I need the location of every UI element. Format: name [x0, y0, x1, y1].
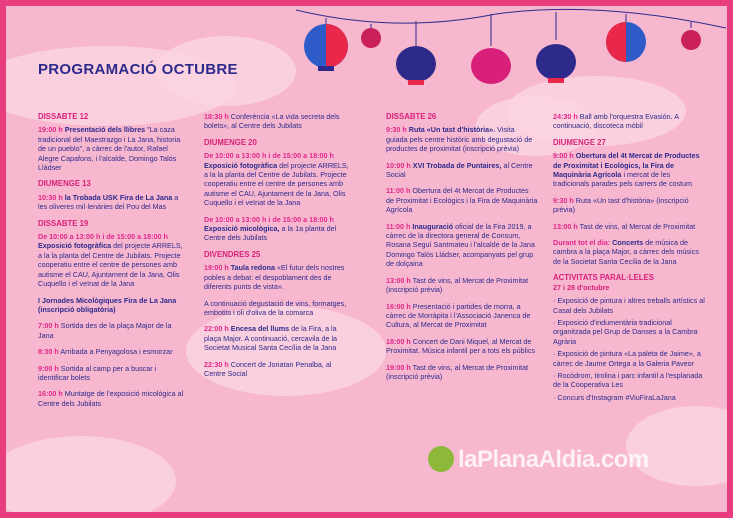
event: 9:00 h Sortida al camp per a buscar i identificar bolets	[38, 363, 157, 382]
column-1	[38, 112, 188, 415]
day-heading: DISSABTE 12	[38, 112, 89, 121]
lantern-icon	[471, 48, 511, 84]
watermark-logo-icon	[428, 446, 454, 472]
lantern-icon	[681, 30, 701, 50]
lanterns-illustration	[296, 6, 726, 96]
lantern-icon	[536, 44, 576, 80]
event: De 10:00 a 13:00 h i de 15:00 a 18:00 h Exposició fotogràfica del projecte ARRELS, a la la planta del Centre de Jubilats. Projecte cooperatiu entre el centre de persones amb autisme el CAU, Ajuntament de la Jana, Olis Cuquello i el veïnat de la Jana	[204, 151, 349, 208]
watermark: laPlanaAldia.com	[458, 446, 649, 473]
day-heading: DIVENDRES 25	[204, 249, 261, 259]
event: De 10:00 a 13:00 h i de 15:00 a 18:00 h Exposició micològica, a la 1a planta del Centre dels Jubilats	[204, 214, 337, 243]
day-heading: DIUMENGE 20	[204, 137, 257, 147]
day-heading: DISSABTE 19	[38, 218, 89, 228]
activity-item: · Concurs d'Instagram #ViuFiraLaJana	[553, 392, 676, 402]
event: 19:00 h Tast de vins, al Mercat de Proximitat (inscripció prèvia)	[386, 362, 529, 381]
activity-item: · Rocòdrom, tirolina i parc infantil a l'esplanada de la Cooperativa Les	[553, 370, 703, 390]
event: 13:00 h Tast de vins, al Mercat de Proximitat (inscripció prèvia)	[386, 275, 529, 295]
event: 9:30 h Ruta «Un tast d'història» (inscripció prèvia)	[553, 195, 689, 215]
event: Durant tot el dia: Concerts de música de cambra a la plaça Major, a càrrec dels músics de la Societat Santa Cecília de la Jana	[553, 238, 699, 266]
day-heading: DIUMENGE 27	[553, 137, 606, 147]
event: 16:00 h Muntatge de l'exposició micològica al Centre dels Jubilats	[38, 389, 184, 408]
column-2	[204, 112, 354, 385]
event: 10:30 h la Trobada USK Fira de La Jana a les oliveres mil·lenàries del Pou del Mas	[38, 192, 179, 212]
event: 9:00 h Obertura del 4t Mercat de Productes de Proximitat i Ecològics, la Fira de Maquinària Agrícola i mercat de les tradicionals parades pels carrers de costum	[553, 151, 700, 189]
section-heading: ACTIVITATS PARAL·LELES	[553, 273, 654, 283]
event: 16:00 h Presentació i partides de morra, a càrrec de Morràpita i l'Associació Janenca de Cultura, al Mercat de Proximitat	[386, 301, 531, 330]
event: 24:30 h Ball amb l'orquestra Evasión. A continuació, discoteca mòbil	[553, 112, 679, 131]
activity-item: · Exposició d'indumentària tradicional organitzada pel Grup de Danses a la Cambra Agrària	[553, 317, 698, 346]
cloud-shape	[6, 436, 176, 512]
event: 22:00 h Encesa del llums de la Fira, a la plaça Major. A continuació, cercavila de la Societat Musical Santa Cecília de la Jana	[204, 324, 338, 353]
event: 7:00 h Sortida des de la plaça Major de la Jana	[38, 321, 172, 340]
day-heading: DIUMENGE 13	[38, 179, 91, 189]
event: 19:00 h Taula redona «El futur dels nostres pobles a debat: el despoblament des de diferents punts de vista».	[204, 263, 345, 292]
event: 18:00 h Concert de Dani Miquel, al Mercat de Proximitat. Música infantil per a tots els públics	[386, 336, 536, 356]
column-4	[553, 112, 708, 405]
page-title: PROGRAMACIÓ OCTUBRE	[38, 61, 238, 78]
lantern-icon	[396, 46, 436, 82]
event: 22:30 h Concert de Jonatan Penalba, al Centre Social	[204, 359, 332, 378]
day-heading: DISSABTE 26	[386, 112, 437, 121]
event: A continuació degustació de vins, formatges, embotits i oli d'oliva de la comarca	[204, 298, 347, 317]
event: De 10:00 a 13:00 h i de 15:00 a 18:00 h Exposició fotogràfica del projecte ARRELS, a la la planta del Centre de Jubilats. Projecte cooperatiu entre el centre de persones amb autisme el CAU, Ajuntament de la Jana, Olis Cuquello i el veïnat de la Jana	[38, 232, 183, 289]
event: 19:00 h Presentació dels llibres "La caza tradicional del Maestrazgo i La Jana, historia de un pueblo", a càrrec de l'autor, Rafael Alegre Capafons, i l'alcalde, Domingo Talós Lládser	[38, 125, 181, 173]
event: 11:00 h Obertura del 4t Mercat de Productes de Proximitat i Ecològics i la Fira de Maquinària Agrícola	[386, 186, 538, 215]
activity-item: · Exposició de pintura «La paleta de Jaime», a càrrec de Jaume Ortega a la Galeria Paveor	[553, 349, 701, 368]
event: 11:00 h Inauguració oficial de la Fira 2019, a càrrec de la directora general de Consum, Rosana Seguí Santmateu i l'alcalde de la Jana Domingo Talós Lládser, acompanyats pel grup de dolçaina	[386, 221, 535, 269]
event: I Jornades Micològiques Fira de La Jana (inscripció obligatòria)	[38, 295, 177, 314]
event: 9:30 h Ruta «Un tast d'història». Visita guiada pels centre històric amb degustació de productes de proximitat (inscripció prèvia)	[386, 125, 533, 154]
event: 13:00 h Tast de vins, al Mercat de Proximitat	[553, 221, 696, 231]
column-3	[386, 112, 538, 388]
event: 18:30 h Conferència «La vida secreta dels bolets», al Centre dels Jubilats	[204, 112, 340, 131]
event: 8:30 h Arribada a Penyagolosa i esmorzar	[38, 347, 173, 357]
poster	[6, 6, 727, 512]
activity-item: · Exposició de pintura i altres treballs artístics al Casal dels Jubilats	[553, 296, 705, 315]
section-dates: 27 i 28 d'octubre	[553, 282, 610, 292]
lantern-icon	[361, 28, 381, 48]
event: 10:00 h XVI Trobada de Puntaires, al Centre Social	[386, 160, 533, 180]
